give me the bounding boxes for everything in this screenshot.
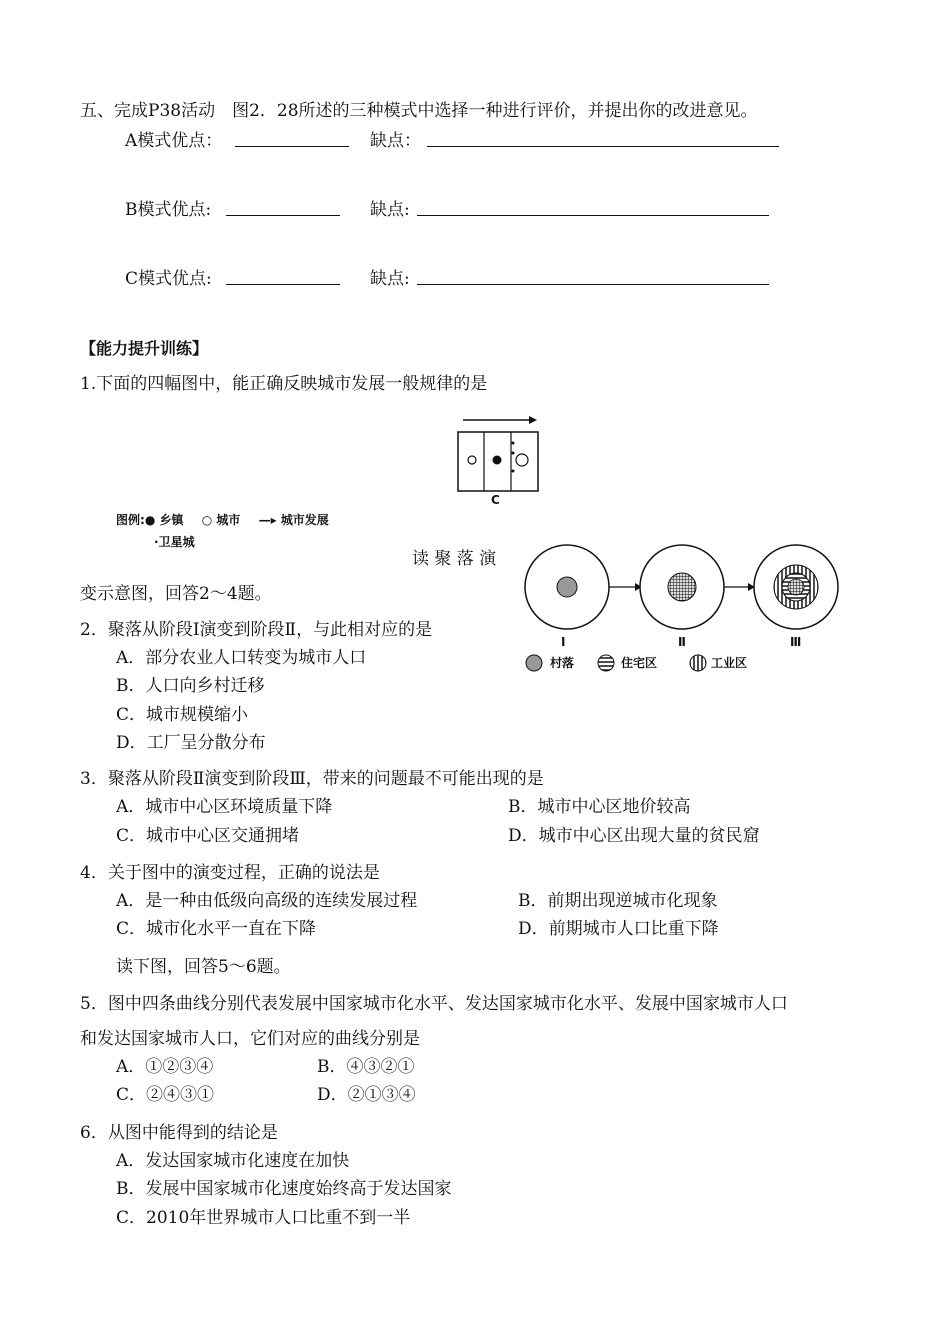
q4-option-d[interactable]: D．前期城市人口比重下降	[518, 919, 719, 939]
q5-option-b[interactable]: B．④③②①	[317, 1057, 415, 1077]
row-a-disadvantage-blank[interactable]	[427, 130, 779, 153]
q5-option-c[interactable]: C．②④③①	[116, 1085, 215, 1105]
read-settle-part2: 变示意图，回答2～4题。	[80, 584, 272, 604]
residential-icon	[598, 655, 614, 671]
satellite-dot	[512, 442, 515, 445]
legend2-residential: 住宅区	[621, 656, 658, 670]
q6-text: 6．从图中能得到的结论是	[80, 1123, 278, 1143]
legend1-prefix: 图例:	[116, 513, 145, 527]
q5-option-d[interactable]: D．②①③④	[317, 1085, 416, 1105]
legend1-town: 乡镇	[159, 513, 184, 527]
q4-text: 4．关于图中的演变过程，正确的说法是	[80, 863, 380, 883]
row-c-advantage-label: C模式优点:	[125, 269, 212, 289]
q4-option-b[interactable]: B．前期出现逆城市化现象	[518, 891, 718, 911]
town-icon: ●	[144, 513, 156, 527]
q5-line2: 和发达国家城市人口，它们对应的曲线分别是	[80, 1029, 420, 1049]
legend1-satellite: 卫星城	[158, 535, 195, 549]
training-title: 【能力提升训练】	[80, 339, 209, 358]
q6-option-a[interactable]: A．发达国家城市化速度在加快	[116, 1151, 350, 1171]
q3-option-d[interactable]: D．城市中心区出现大量的贫民窟	[508, 826, 760, 846]
q4-option-c[interactable]: C．城市化水平一直在下降	[116, 919, 317, 939]
q2-option-a[interactable]: A．部分农业人口转变为城市人口	[116, 648, 367, 668]
q2-option-b[interactable]: B．人口向乡村迁移	[116, 676, 265, 696]
figure-c	[455, 410, 545, 510]
village-icon	[526, 655, 542, 671]
legend2-industrial: 工业区	[711, 656, 748, 670]
q5-line1: 5．图中四条曲线分别代表发展中国家城市化水平、发达国家城市化水平、发展中国家城市人口	[80, 994, 788, 1014]
city-icon: ○	[201, 513, 213, 527]
row-a-disadvantage-label: 缺点：	[370, 131, 421, 151]
q3-option-a[interactable]: A．城市中心区环境质量下降	[116, 797, 333, 817]
row-b-advantage-label: B模式优点:	[125, 200, 212, 220]
legend1	[116, 509, 329, 531]
row-c-advantage-blank[interactable]	[226, 268, 340, 291]
stage-label-2: Ⅱ	[678, 635, 686, 649]
q4-option-a[interactable]: A．是一种由低级向高级的连续发展过程	[116, 891, 418, 911]
stage1-village	[557, 577, 577, 597]
stage-label-1: Ⅰ	[561, 635, 566, 649]
legend1-city: 城市	[216, 513, 241, 527]
q2-text: 2．聚落从阶段Ⅰ演变到阶段Ⅱ，与此相对应的是	[80, 620, 433, 640]
row-a-advantage-label: A模式优点：	[125, 131, 223, 151]
q1-text: 1.下面的四幅图中，能正确反映城市发展一般规律的是	[80, 374, 488, 394]
stage-label-3: Ⅲ	[790, 635, 802, 649]
industrial-icon	[690, 655, 706, 671]
town-dot	[493, 456, 502, 465]
section5-heading: 五、完成P38活动 图2．28所述的三种模式中选择一种进行评价，并提出你的改进意见。	[80, 101, 758, 121]
q3-option-b[interactable]: B．城市中心区地价较高	[508, 797, 691, 817]
legend1-row2	[154, 531, 195, 553]
q2-option-d[interactable]: D．工厂呈分散分布	[116, 733, 266, 753]
stage3-center	[788, 579, 804, 595]
legend1-arrow: 城市发展	[280, 513, 329, 527]
row-b-disadvantage-blank[interactable]	[417, 199, 769, 222]
city-large-dot	[516, 454, 528, 466]
q5-option-a[interactable]: A．①②③④	[116, 1057, 214, 1077]
stage2-center	[668, 573, 696, 601]
development-arrow-head	[529, 416, 537, 424]
satellite-icon: ·	[154, 535, 159, 549]
row-b-disadvantage-label: 缺点:	[370, 200, 410, 220]
read-settle-part1: 读 聚 落 演	[412, 549, 497, 569]
city-dot	[468, 456, 476, 464]
figure-c-label: C	[491, 493, 500, 507]
q2-option-c[interactable]: C．城市规模缩小	[116, 705, 249, 725]
q6-option-c[interactable]: C．2010年世界城市人口比重不到一半	[116, 1208, 411, 1228]
row-c-disadvantage-label: 缺点:	[370, 269, 410, 289]
legend2-village: 村落	[550, 656, 575, 670]
q6-option-b[interactable]: B．发展中国家城市化速度始终高于发达国家	[116, 1179, 452, 1199]
row-a-advantage-blank[interactable]	[235, 130, 349, 153]
q3-text: 3．聚落从阶段Ⅱ演变到阶段Ⅲ，带来的问题最不可能出现的是	[80, 769, 544, 789]
row-c-disadvantage-blank[interactable]	[417, 268, 769, 291]
arrow-icon: —▸	[258, 513, 277, 527]
row-b-advantage-blank[interactable]	[226, 199, 340, 222]
read-below-prompt: 读下图，回答5～6题。	[116, 957, 291, 977]
q3-option-c[interactable]: C．城市中心区交通拥堵	[116, 826, 300, 846]
